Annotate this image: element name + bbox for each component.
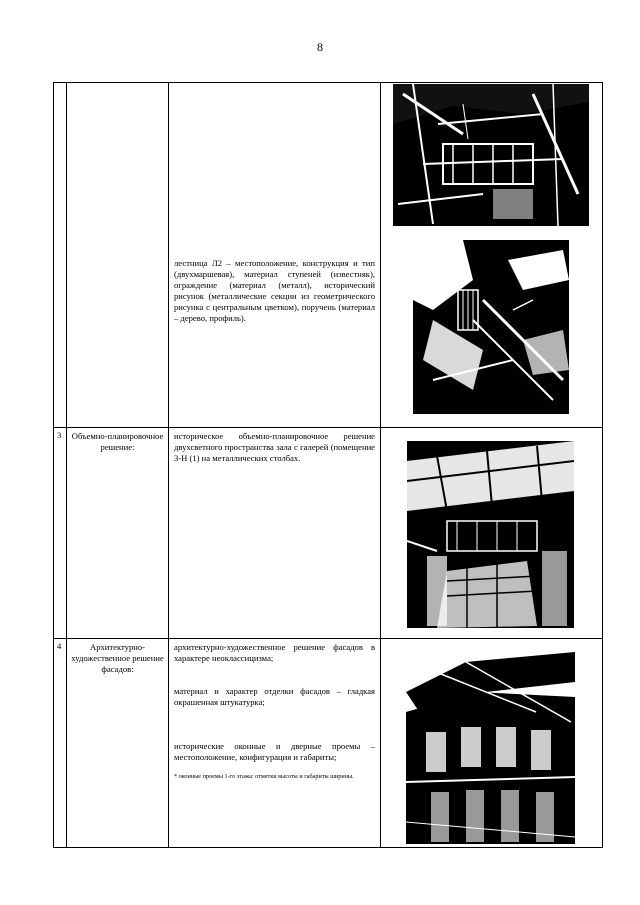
row-number: 3	[54, 428, 67, 639]
facade-photo	[406, 652, 575, 844]
table-row	[54, 428, 603, 639]
description-paragraph: историческое объемно-планировочное решение двухсветного пространства зала с галерей (помещение 3-Н (1) на металлических столбах.	[174, 431, 375, 463]
row-description	[169, 428, 381, 639]
description-paragraph: материал и характер отделки фасадов – гладкая окрашенная штукатурка;	[174, 686, 375, 707]
hall-interior-photo	[407, 441, 574, 628]
staircase-top-photo	[393, 84, 589, 226]
row-name	[67, 83, 169, 428]
footnote: * оконные проемы 1-го этажа: отметки высоты и габариты ширины.	[174, 773, 354, 780]
row-photos	[381, 83, 603, 428]
description-paragraph: исторические оконные и дверные проемы – местоположение, конфигурация и габариты;	[174, 741, 375, 762]
row-description	[169, 639, 381, 848]
row-number: 4	[54, 639, 67, 848]
row-name: Архитектурно-художественное решение фасадов:	[67, 639, 169, 848]
description-paragraph: архитектурно-художественное решение фасадов в характере неоклассицизма;	[174, 642, 375, 663]
row-name: Объемно-планировочное решение:	[67, 428, 169, 639]
row-photos	[381, 428, 603, 639]
row-description	[169, 83, 381, 428]
description-paragraph: лестница Л2 – местоположение, конструкция и тип (двухмаршевая), материал ступеней (известняк), ограждение (материал (металл), исторический рисунок (металлические секции из геометрического рисунка с центральным цветком), поручень (материал – дерево, профиль).	[174, 258, 375, 323]
row-number	[54, 83, 67, 428]
table-row	[54, 639, 603, 848]
protection-subject-table	[53, 82, 603, 848]
table-row	[54, 83, 603, 428]
page-number: 8	[317, 40, 323, 54]
staircase-bottom-photo	[413, 240, 569, 414]
row-photos	[381, 639, 603, 848]
